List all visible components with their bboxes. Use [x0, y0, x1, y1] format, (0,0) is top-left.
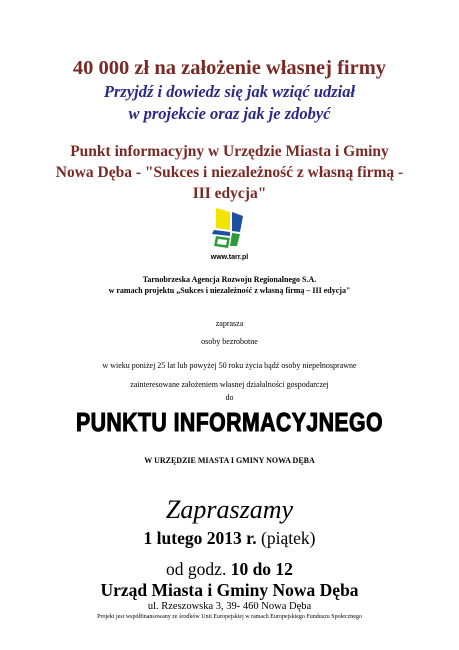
event-hours: [0, 559, 459, 580]
event-date-value: 1 lutego 2013 r.: [143, 528, 257, 548]
logo-blue-panel: [232, 212, 243, 232]
headline-punkt: PUNKTU INFORMACYJNEGO: [75, 407, 384, 437]
welcome-text: Zapraszamy: [165, 495, 294, 524]
hours-value: 10 do 12: [230, 559, 293, 579]
logo-url: www.tarr.pl: [210, 254, 249, 261]
invites-text: zaprasza: [215, 319, 244, 328]
interested-text: zainteresowane założeniem własnej działalności gospodarczej: [130, 380, 329, 389]
agency-name: Tarnobrzeska Agencja Rozwoju Regionalnego S.A.: [142, 275, 317, 284]
office-address: ul. Rzeszowska 3, 39- 460 Nowa Dęba: [147, 601, 312, 612]
subtitle-line-2: w projekcie oraz jak je zdobyć: [128, 104, 331, 123]
subtitle-line-1: Przyjdź i dowiedz się jak wziąć udział: [103, 82, 356, 101]
logo-green-panel: [230, 233, 240, 246]
event-date: [0, 528, 459, 549]
event-day: (piątek): [261, 528, 316, 548]
flyer-title: 40 000 zł na założenie własnej firmy: [72, 57, 387, 79]
tarr-logo: [210, 206, 250, 256]
info-heading-line-1: Punkt informacyjny w Urzędzie Miasta i Gminy: [70, 143, 389, 160]
info-heading-line-2: Nowa Dęba - "Sukces i niezależność z własną firmą -: [55, 164, 404, 181]
logo-white-window: [217, 239, 227, 245]
hours-prefix: od godz.: [166, 559, 227, 579]
unemployed-text: osoby bezrobotne: [201, 337, 258, 346]
to-text: do: [225, 393, 234, 402]
office-name: Urząd Miasta i Gminy Nowa Dęba: [100, 580, 359, 600]
age-criteria-text: w wieku poniżej 25 lat lub powyżej 50 roku życia bądź osoby niepełnosprawne: [102, 361, 357, 370]
info-heading-line-3: III edycja": [192, 185, 267, 202]
location-text: W URZĘDZIE MIASTA I GMINY NOWA DĘBA: [144, 456, 315, 465]
logo-yellow-panel: [216, 208, 230, 230]
logo-blue-band: [212, 230, 230, 236]
agency-project: w ramach projektu „Sukces i niezależność z własną firmą – III edycja": [108, 286, 351, 295]
funding-footer: Projekt jest współfinansowany ze środków Unii Europejskiej w ramach Europejskiego Funduszu Społecznego: [97, 614, 362, 620]
